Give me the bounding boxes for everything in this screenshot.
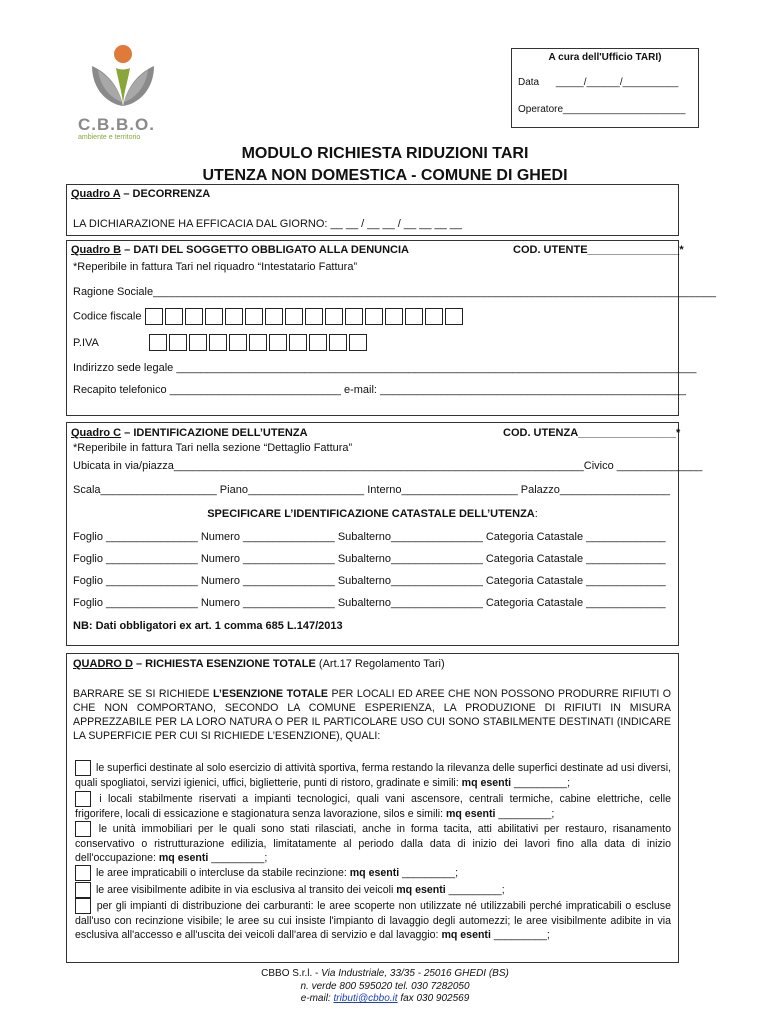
quadro-a-title: – DECORRENZA	[120, 188, 211, 200]
quadro-a-label: Quadro A	[71, 188, 121, 200]
cod-utente-field[interactable]: COD. UTENTE_______________*	[513, 244, 684, 256]
codice-fiscale-char-box[interactable]	[225, 308, 243, 325]
footer-fax: fax 030 902569	[397, 993, 470, 1004]
piva-input[interactable]	[149, 336, 369, 348]
esenzione-checkbox[interactable]	[75, 882, 91, 898]
codice-fiscale-label: Codice fiscale	[73, 310, 142, 323]
quadro-b-title: – DATI DEL SOGGETTO OBBLIGATO ALLA DENUNCIA	[121, 244, 409, 256]
codice-fiscale-row	[73, 308, 465, 325]
esenzione-checkbox[interactable]	[75, 791, 91, 807]
catasto-row[interactable]: Foglio _______________ Numero _______________ Subalterno_______________ Categoria Catastale _____________	[73, 575, 666, 587]
mq-field[interactable]: _________;	[495, 808, 555, 820]
mq-label: mq esenti	[396, 883, 446, 896]
mq-label: mq esenti	[441, 929, 491, 941]
piva-char-box[interactable]	[329, 334, 347, 351]
esenzione-item	[75, 865, 671, 881]
date-field[interactable]: _____/______/__________	[555, 77, 679, 88]
codice-fiscale-char-box[interactable]	[325, 308, 343, 325]
quadro-b-label: Quadro B	[71, 244, 122, 256]
esenzione-checkbox[interactable]	[75, 760, 91, 776]
codice-fiscale-char-box[interactable]	[205, 308, 223, 325]
codice-fiscale-char-box[interactable]	[165, 308, 183, 325]
codice-fiscale-char-box[interactable]	[385, 308, 403, 325]
item-text: le superfici destinate al solo esercizio di attività sportiva, ferma restando la rilevanza delle superfici destinate ad usi diversi, quali spogliatoi, servizi igienici, uffici, biglietterie, punti di ristoro, gradinate e simili:	[75, 761, 671, 789]
footer-phones: n. verde 800 595020 tel. 030 7282050	[300, 980, 470, 992]
logo-name: C.B.B.O.	[78, 115, 155, 134]
mq-field[interactable]: _________;	[490, 929, 550, 941]
codice-fiscale-char-box[interactable]	[265, 308, 283, 325]
piva-row	[73, 334, 369, 351]
item-text: per gli impianti di distribuzione dei carburanti: le aree scoperte non utilizzate né utilizzabili perché impraticabili o escluse dall'uso con recinzione visibile; le aree su cui insiste l'impianto di lavaggio degli automezzi; le aree visibilmente adibite in via esclusiva all'accesso e all'uscita dei veicoli dall'area di servizio e dal lavaggio:	[75, 899, 671, 941]
quadro-d-heading	[73, 658, 445, 670]
mq-field[interactable]: _________;	[445, 883, 505, 896]
footer-line-2	[0, 981, 770, 994]
quadro-c	[66, 422, 703, 646]
scala-field[interactable]: Scala___________________ Piano___________________ Interno___________________ Palazzo__________________	[73, 484, 671, 496]
esenzione-item	[75, 821, 671, 865]
footer	[0, 968, 770, 1006]
quadro-c-label: Quadro C	[71, 427, 122, 439]
mq-field[interactable]: _________;	[208, 852, 268, 864]
indirizzo-field[interactable]: Indirizzo sede legale _____________________________________________________________________________________	[73, 362, 697, 374]
piva-char-box[interactable]	[289, 334, 307, 351]
esenzione-checkbox[interactable]	[75, 865, 91, 881]
codice-fiscale-char-box[interactable]	[305, 308, 323, 325]
catasto-row[interactable]: Foglio _______________ Numero _______________ Subalterno_______________ Categoria Catastale _____________	[73, 553, 666, 565]
intro-text-a: BARRARE SE SI RICHIEDE	[73, 688, 214, 700]
esenzione-checkbox[interactable]	[75, 821, 91, 837]
footer-line-3	[0, 993, 770, 1006]
footer-line-1	[0, 968, 770, 981]
quadro-c-note: *Reperibile in fattura Tari nella sezione “Dettaglio Fattura”	[73, 442, 353, 454]
esenzione-item	[75, 760, 671, 790]
date-label: Data	[518, 77, 540, 88]
codice-fiscale-char-box[interactable]	[145, 308, 163, 325]
esenzione-checkbox[interactable]	[75, 898, 91, 914]
logo-tagline: ambiente e territorio	[78, 134, 141, 141]
footer-email-link[interactable]: tributi@cbbo.it	[333, 993, 398, 1004]
quadro-b-note: *Reperibile in fattura Tari nel riquadro “Intestatario Fattura”	[73, 261, 358, 273]
footer-email-label: e-mail:	[300, 993, 334, 1004]
footer-company: CBBO S.r.l. -	[261, 968, 322, 979]
item-text: le aree visibilmente adibite in via esclusiva al transito dei veicoli	[95, 883, 397, 896]
quadro-b-heading	[71, 244, 409, 256]
operator-field[interactable]: ______________________	[563, 104, 686, 115]
mq-label: mq esenti	[349, 866, 400, 879]
item-text: i locali stabilmente riservati a impianti tecnologici, quali vani ascensore, centrali termiche, cabine elettriche, celle frigorifere, locali di essicazione e stagionatura senza lavorazione, silos e simili:	[75, 792, 671, 820]
intro-text-c: PER LOCALI ED AREE CHE NON POSSONO PRODURRE RIFIUTI O CHE NON COMPORTANO, SECONDO LA COMUNE ESPERIENZA, LA PRODUZIONE DI RIFIUTI IN MISURA APPREZZABILE PER LA LORO NATURA O PER IL PARTICOLARE USO CUI SONO STABILMENTE DESTINATI (INDICARE LA SUPERFICIE PER CUI SI RICHIEDE L’ESENZIONE), QUALI:	[73, 688, 672, 742]
footer-address: Via Industriale, 33/35 - 25016 GHEDI (BS)	[321, 968, 509, 979]
codice-fiscale-char-box[interactable]	[365, 308, 383, 325]
item-text: le aree impraticabili o intercluse da stabile recinzione:	[95, 866, 350, 879]
piva-char-box[interactable]	[349, 334, 367, 351]
title-line-1: MODULO RICHIESTA RIDUZIONI TARI	[241, 145, 529, 162]
codice-fiscale-char-box[interactable]	[185, 308, 203, 325]
piva-char-box[interactable]	[169, 334, 187, 351]
ragione-sociale-field[interactable]: Ragione Sociale____________________________________________________________________________________________	[73, 286, 716, 298]
cod-utenza-field[interactable]: COD. UTENZA________________*	[503, 427, 681, 439]
mq-field[interactable]: _________;	[399, 866, 459, 879]
piva-char-box[interactable]	[309, 334, 327, 351]
catasto-row[interactable]: Foglio _______________ Numero _______________ Subalterno_______________ Categoria Catastale _____________	[73, 597, 666, 609]
office-box	[511, 48, 699, 128]
catasto-heading	[67, 508, 678, 520]
piva-char-box[interactable]	[189, 334, 207, 351]
quadro-a-heading	[71, 188, 210, 200]
office-title: A cura dell'Ufficio TARI)	[548, 52, 662, 63]
catasto-heading-text: SPECIFICARE L’IDENTIFICAZIONE CATASTALE DELL’UTENZA	[207, 508, 535, 520]
quadro-c-title: – IDENTIFICAZIONE DELL’UTENZA	[121, 427, 308, 439]
catasto-row[interactable]: Foglio _______________ Numero _______________ Subalterno_______________ Categoria Catastale _____________	[73, 531, 666, 543]
decorrenza-date-field[interactable]: LA DICHIARAZIONE HA EFFICACIA DAL GIORNO: __ __ / __ __ / __ __ __ __	[73, 218, 463, 230]
codice-fiscale-char-box[interactable]	[285, 308, 303, 325]
mq-label: mq esenti	[445, 808, 496, 820]
ubicata-field[interactable]: Ubicata in via/piazza___________________________________________________________________Civico ______________	[73, 460, 703, 472]
title-line-2: UTENZA NON DOMESTICA - COMUNE DI GHEDI	[202, 167, 568, 184]
quadro-d-label: QUADRO D	[73, 658, 133, 670]
codice-fiscale-char-box[interactable]	[345, 308, 363, 325]
esenzione-item	[75, 791, 671, 821]
codice-fiscale-input[interactable]	[145, 310, 465, 322]
intro-text-b: L’ESENZIONE TOTALE	[213, 688, 329, 700]
piva-char-box[interactable]	[249, 334, 267, 351]
cbbo-logo-icon	[78, 40, 168, 112]
operator-label: Operatore	[518, 104, 564, 115]
quadro-d	[66, 653, 679, 963]
piva-char-box[interactable]	[269, 334, 287, 351]
quadro-c-heading	[71, 427, 308, 439]
codice-fiscale-char-box[interactable]	[425, 308, 443, 325]
item-text: le unità immobiliari per le quali sono stati rilasciati, anche in forma tacita, atti abilitativi per restauro, risanamento conservativo o ristrutturazione edilizia, limitatamente al periodo dalla data di inizio dei lavori fino alla data di inizio dell'occupazione:	[75, 822, 671, 864]
codice-fiscale-char-box[interactable]	[445, 308, 463, 325]
esenzione-item	[75, 882, 671, 898]
quadro-d-intro	[73, 687, 671, 743]
mq-label: mq esenti	[158, 852, 209, 864]
quadro-d-title: – RICHIESTA ESENZIONE TOTALE	[132, 658, 316, 670]
piva-char-box[interactable]	[209, 334, 227, 351]
logo	[78, 40, 168, 140]
piva-char-box[interactable]	[149, 334, 167, 351]
page-title	[0, 143, 770, 187]
codice-fiscale-char-box[interactable]	[245, 308, 263, 325]
quadro-d-note: (Art.17 Regolamento Tari)	[315, 658, 445, 670]
mq-label: mq esenti	[461, 777, 512, 789]
codice-fiscale-char-box[interactable]	[405, 308, 423, 325]
piva-char-box[interactable]	[229, 334, 247, 351]
mq-field[interactable]: _________;	[511, 777, 571, 789]
quadro-a	[66, 184, 679, 236]
piva-label: P.IVA	[73, 336, 99, 349]
quadro-b	[66, 240, 716, 416]
esenzione-item	[75, 898, 671, 942]
recapito-field[interactable]: Recapito telefonico ____________________________ e-mail: __________________________________________________	[73, 384, 686, 396]
nb-note: NB: Dati obbligatori ex art. 1 comma 685 L.147/2013	[73, 620, 343, 632]
catasto-heading-colon: :	[534, 508, 538, 520]
